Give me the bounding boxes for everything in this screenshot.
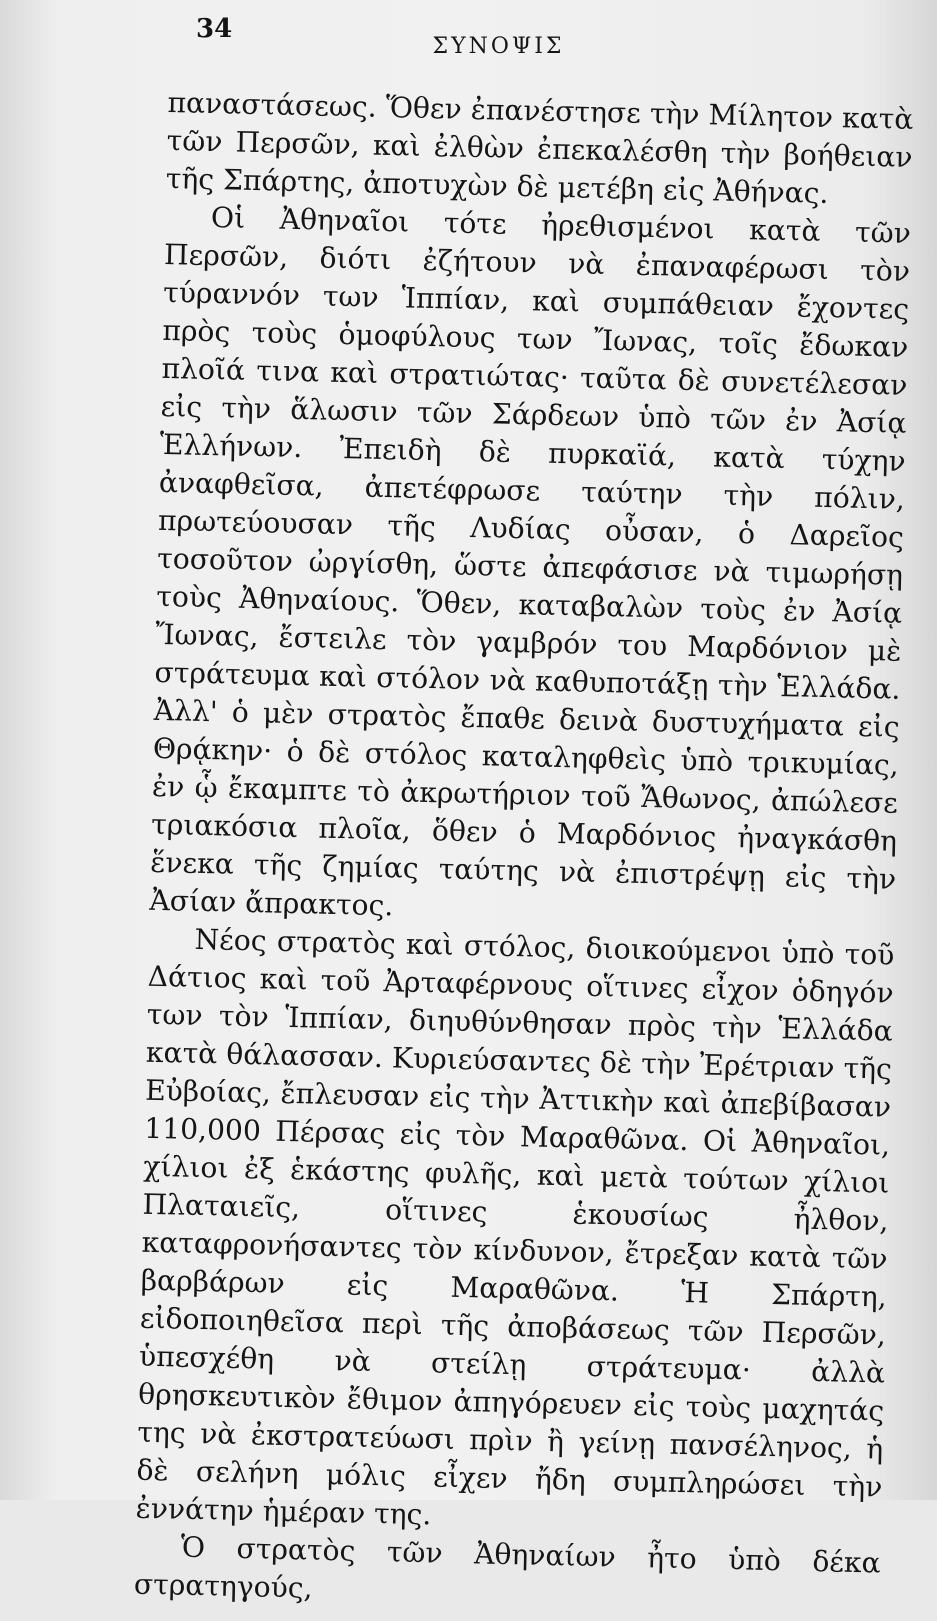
page-number: 34 bbox=[196, 14, 233, 44]
paragraph-3: Νέος στρατὸς καὶ στόλος, διοικούμενοι ὑπὸ τοῦ Δάτιος καὶ τοῦ Ἀρταφέρνους οἵτινες εἶχον ὁδηγόν των τὸν Ἱππίαν, διηυθύνθησαν πρὸς τὴν Ἑλλάδα κατὰ θάλασσαν. Κυριεύσαντες δὲ τὴν Ἐρέτριαν τῆς Εὐβοίας, ἔπλευσαν εἰς τὴν Ἀττικὴν καὶ ἀπεβίβασαν 110,000 Πέρσας εἰς τὸν Μαραθῶνα. Οἱ Ἀθηναῖοι, χίλιοι ἐξ ἑκάστης φυλῆς, καὶ μετὰ τούτων χίλιοι Πλαταιεῖς, οἵτινες ἑκουσίως ἦλθον, καταφρονήσαντες τὸν κίνδυνον, ἔτρεξαν κατὰ τῶν βαρβάρων εἰς Μαραθῶνα. Ἡ Σπάρτη, εἰδοποιηθεῖσα περὶ τῆς ἀποβάσεως τῶν Περσῶν, ὑπεσχέθη νὰ στείλῃ στράτευμα· ἀλλὰ θρησκευτικὸν ἔθιμον ἀπηγόρευεν εἰς τοὺς μαχητάς της νὰ ἐκστρατεύωσι πρὶν ἢ γείνῃ πανσέληνος, ἡ δὲ σελήνη μόλις εἶχεν ἤδη συμπληρώσει τὴν ἐννάτην ἡμέραν της. bbox=[135, 922, 895, 1532]
paragraph-1: παναστάσεως. Ὅθεν ἐπανέστησε τὴν Μίλητον κατὰ τῶν Περσῶν, καὶ ἐλθὼν ἐπεκαλέσθη τὴν βοήθειαν τῆς Σπάρτης, ἀποτυχὼν δὲ μετέβη εἰς Ἀθήνας. bbox=[165, 85, 914, 211]
paragraph-4: Ὁ στρατὸς τῶν Ἀθηναίων ἦτο ὑπὸ δέκα στρατηγούς, bbox=[133, 1530, 882, 1605]
body-text bbox=[133, 84, 914, 1605]
running-head-title: ΣΥΝΟΨΙΣ bbox=[432, 34, 565, 59]
paragraph-2: Οἱ Ἀθηναῖοι τότε ἠρεθισμένοι κατὰ τῶν Περσῶν, διότι ἐζήτουν νὰ ἐπαναφέρωσι τὸν τύραννόν των Ἱππίαν, καὶ συμπάθειαν ἔχοντες πρὸς τοὺς ὁμοφύλους των Ἴωνας, τοῖς ἔδωκαν πλοῖά τινα καὶ στρατιώτας· ταῦτα δὲ συνετέλεσαν εἰς τὴν ἅλωσιν τῶν Σάρδεων ὑπὸ τῶν ἐν Ἀσίᾳ Ἑλλήνων. Ἐπειδὴ δὲ πυρκαϊά, κατὰ τύχην ἀναφθεῖσα, ἀπετέφρωσε ταύτην τὴν πόλιν, πρωτεύουσαν τῆς Λυδίας οὖσαν, ὁ Δαρεῖος τοσοῦτον ὠργίσθη, ὥστε ἀπεφάσισε νὰ τιμωρήσῃ τοὺς Ἀθηναίους. Ὅθεν, καταβαλὼν τοὺς ἐν Ἀσίᾳ Ἴωνας, ἔστειλε τὸν γαμβρόν του Μαρδόνιον μὲ στράτευμα καὶ στόλον νὰ καθυποτάξῃ τὴν Ἑλλάδα. Ἀλλ' ὁ μὲν στρατὸς ἔπαθε δεινὰ δυστυχήματα εἰς Θρᾴκην· ὁ δὲ στόλος καταληφθεὶς ὑπὸ τρικυμίας, ἐν ᾧ ἔκαμπτε τὸ ἀκρωτήριον τοῦ Ἄθωνος, ἀπώλεσε τριακόσια πλοῖα, ὅθεν ὁ Μαρδόνιος ἠναγκάσθη ἕνεκα τῆς ζημίας ταύτης νὰ ἐπιστρέψῃ εἰς τὴν Ἀσίαν ἄπρακτος. bbox=[149, 201, 912, 923]
